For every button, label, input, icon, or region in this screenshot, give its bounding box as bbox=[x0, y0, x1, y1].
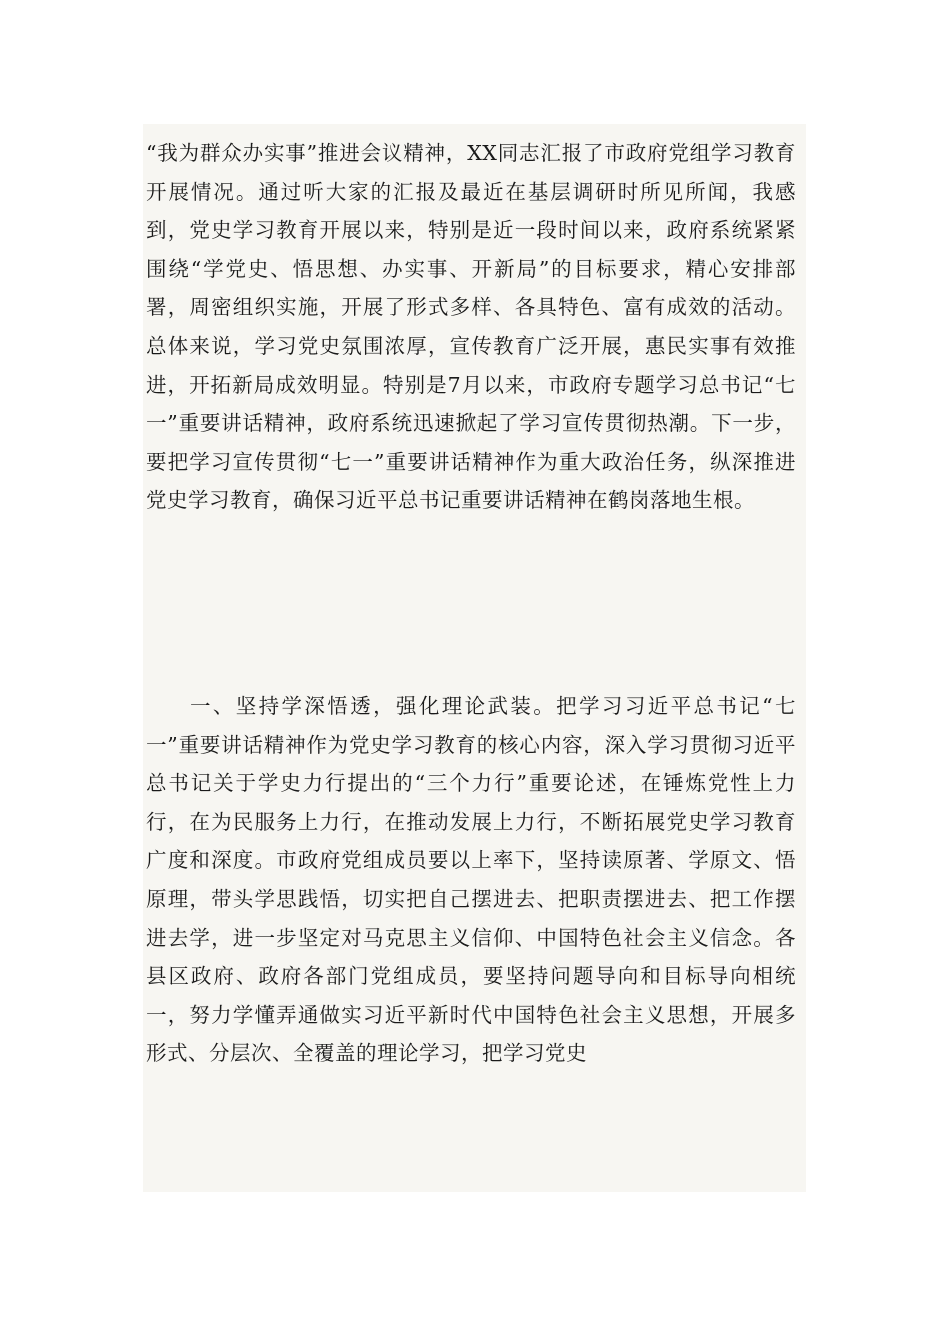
paragraph-section-one: 一、坚持学深悟透，强化理论武装。把学习习近平总书记“七一”重要讲话精神作为党史学习教育的核心内容，深入学习贯彻习近平总书记关于学史力行提出的“三个力行”重要论述，在锤炼党性上力行，在为民服务上力行，在推动发展上力行，不断拓展党史学习教育广度和深度。市政府党组成员要以上率下，坚持读原著、学原文、悟原理，带头学思践悟，切实把自己摆进去、把职责摆进去、把工作摆进去学，进一步坚定对马克思主义信仰、中国特色社会主义信念。各县区政府、政府各部门党组成员，要坚持问题导向和目标导向相统一，努力学懂弄通做实习近平新时代中国特色社会主义思想，开展多形式、分层次、全覆盖的理论学习，把学习党史 bbox=[146, 694, 796, 1066]
paragraph-meeting-summary: “我为群众办实事”推进会议精神，XX同志汇报了市政府党组学习教育开展情况。通过听大家的汇报及最近在基层调研时所见所闻，我感到，党史学习教育开展以来，特别是近一段时间以来，政府系统紧紧围绕“学党史、悟思想、办实事、开新局”的目标要求，精心安排部署，周密组织实施，开展了形式多样、各具特色、富有成效的活动。总体来说，学习党史氛围浓厚，宣传教育广泛开展，惠民实事有效推进，开拓新局成效明显。特别是7月以来，市政府专题学习总书记“七一”重要讲话精神，政府系统迅速掀起了学习宣传贯彻热潮。下一步，要把学习宣传贯彻“七一”重要讲话精神作为重大政治任务，纵深推进党史学习教育，确保习近平总书记重要讲话精神在鹤岗落地生根。 bbox=[146, 141, 796, 513]
document-text-block bbox=[143, 124, 806, 1192]
